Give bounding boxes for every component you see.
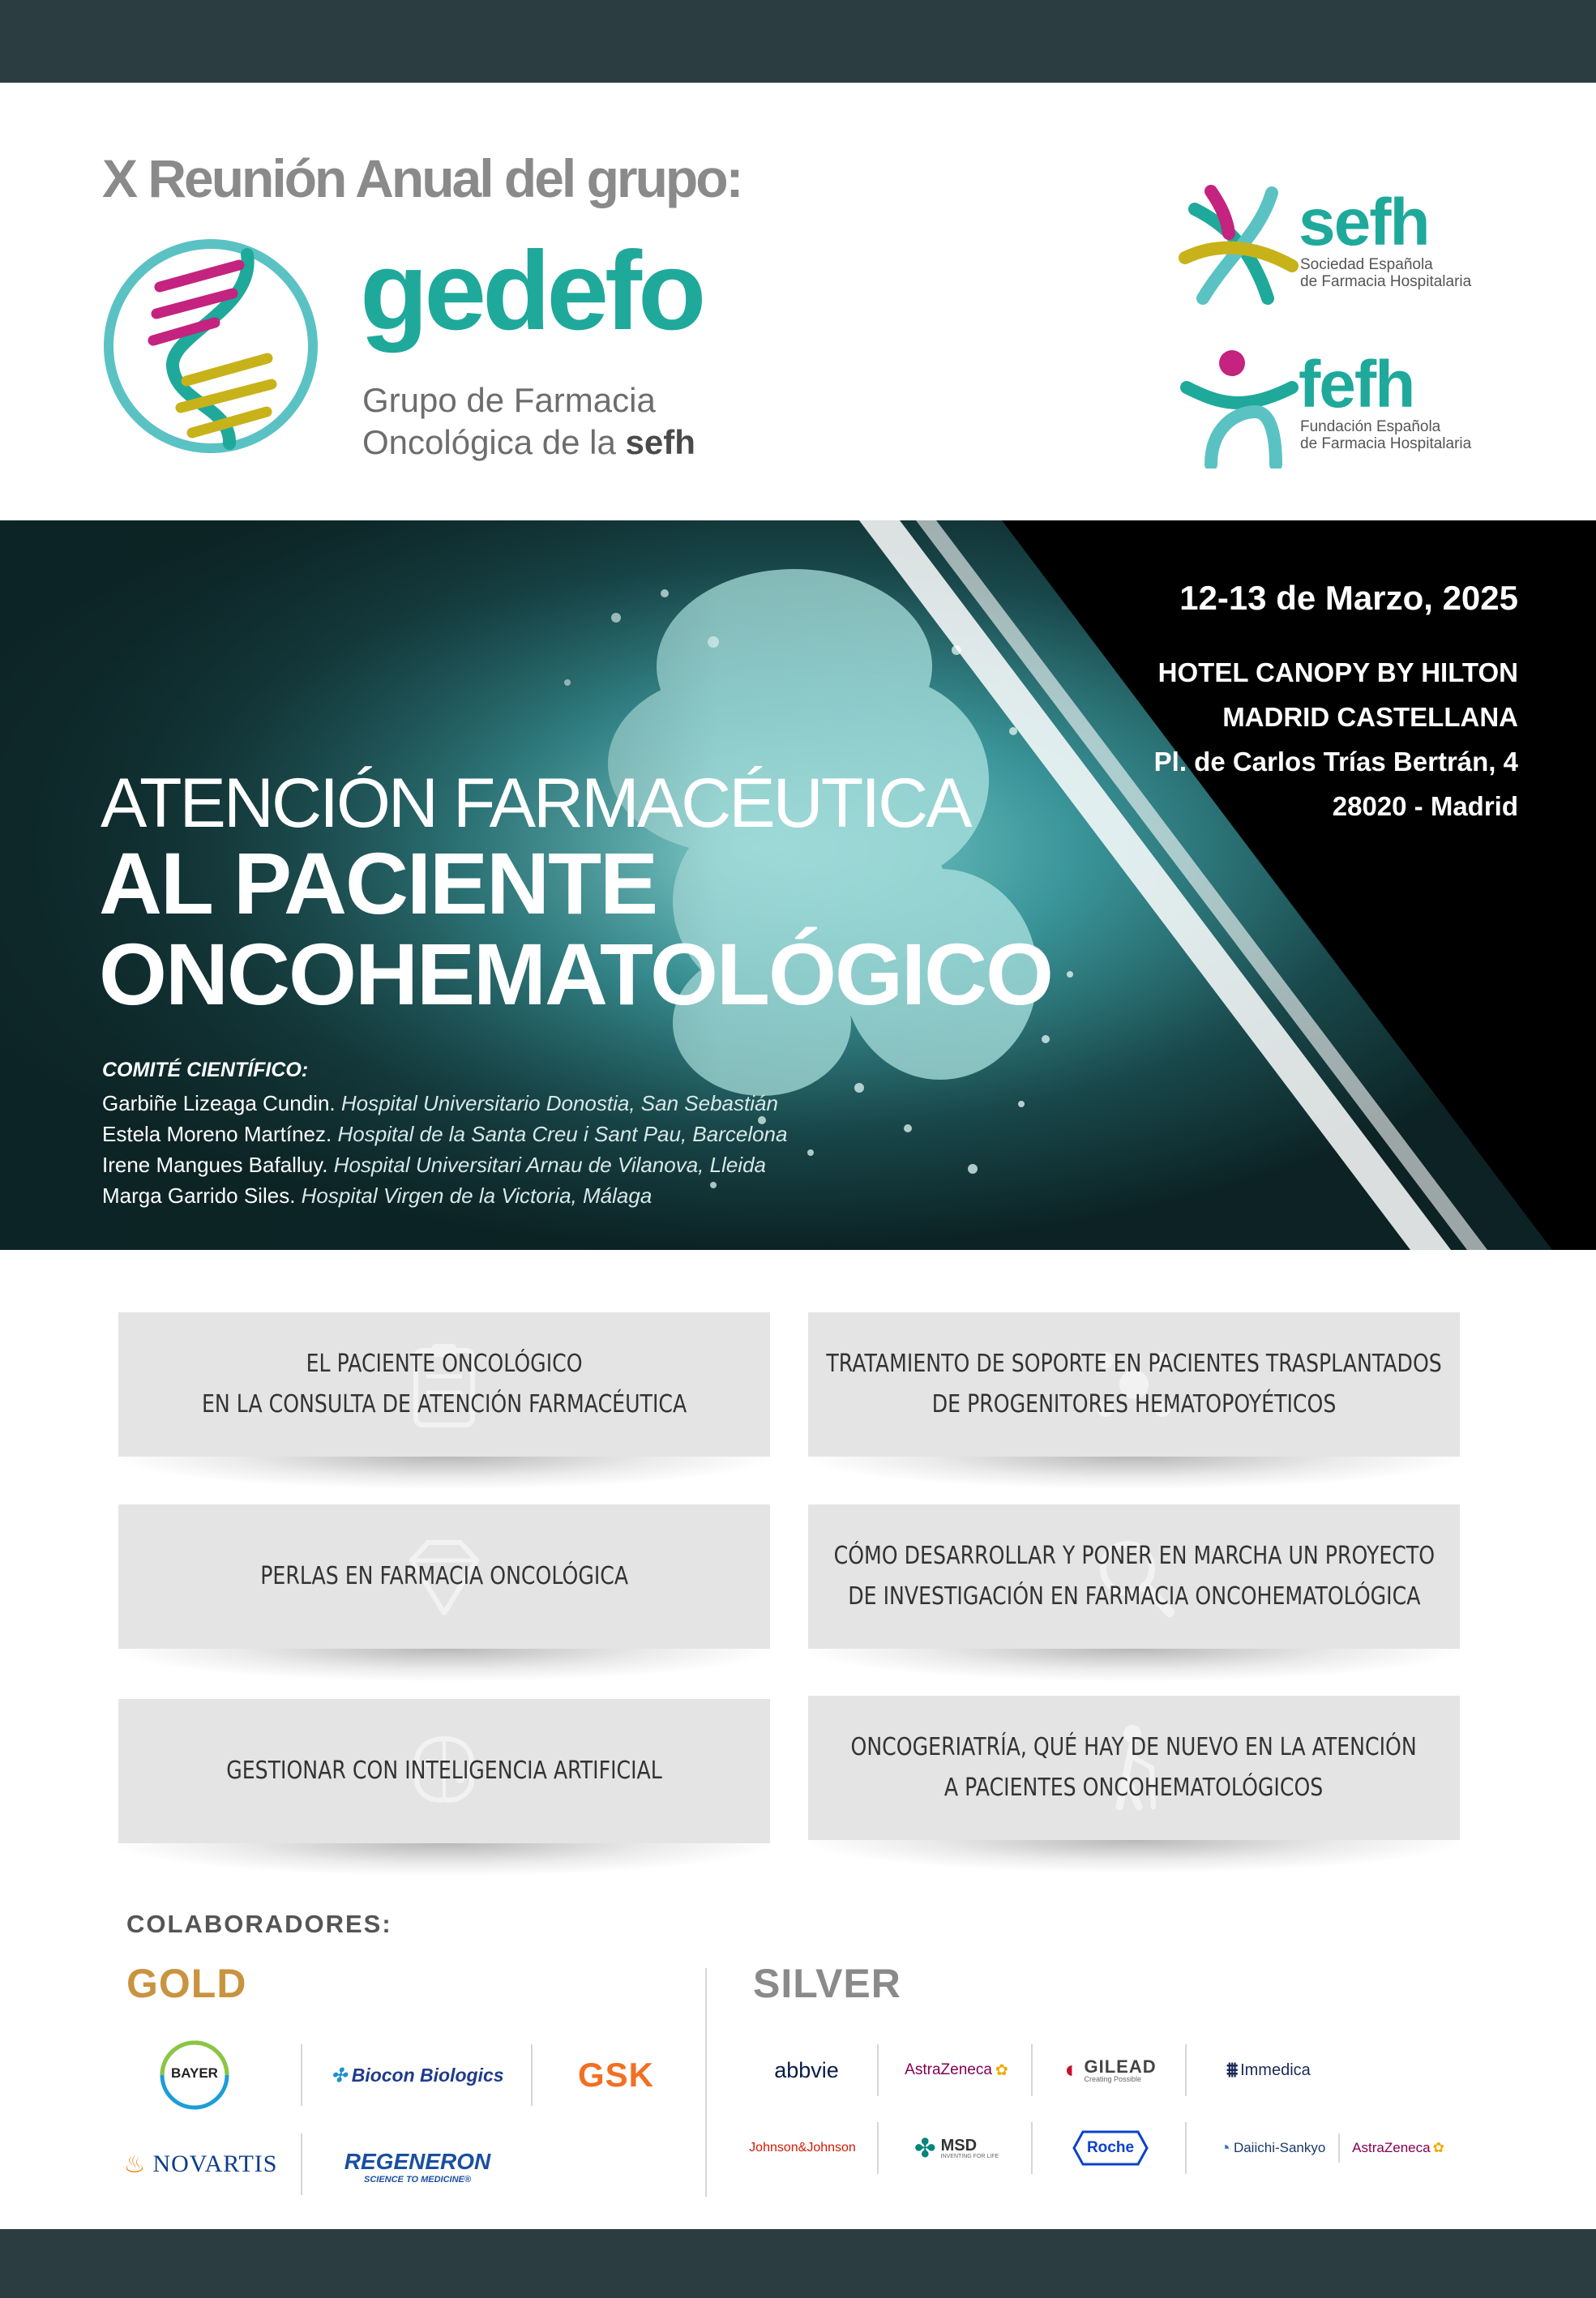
topic-text bbox=[833, 1536, 1434, 1617]
bayer-logo bbox=[154, 2035, 235, 2116]
topic-text bbox=[851, 1727, 1417, 1808]
committee-member bbox=[102, 1180, 787, 1211]
topic-card-4 bbox=[808, 1504, 1460, 1649]
novartis-logo bbox=[113, 2140, 288, 2189]
gilead-mark-icon: ◐ bbox=[1064, 2056, 1080, 2083]
banner-title-line1: ATENCIÓN FARMACÉUTICA bbox=[101, 764, 970, 842]
biocon-wordmark: Biocon Biologics bbox=[351, 2064, 504, 2086]
gilead-logo bbox=[1046, 2044, 1175, 2096]
astrazeneca-wordmark: AstraZeneca bbox=[1352, 2140, 1431, 2155]
fefh-figure-icon bbox=[1179, 347, 1300, 469]
topic-card-5 bbox=[118, 1699, 770, 1843]
logo-divider bbox=[877, 2044, 879, 2096]
logo-divider bbox=[1185, 2044, 1187, 2096]
immedica-mark-icon: ⩩ bbox=[1226, 2057, 1239, 2082]
regeneron-logo bbox=[320, 2138, 515, 2195]
logo-divider bbox=[1031, 2122, 1033, 2174]
topic-text bbox=[260, 1556, 628, 1597]
biocon-mark-icon: ✣ bbox=[331, 2064, 347, 2086]
card-shadow bbox=[808, 1840, 1460, 1872]
logo-divider bbox=[1185, 2122, 1187, 2174]
logo-divider bbox=[531, 2044, 533, 2106]
novartis-wordmark: NOVARTIS bbox=[152, 2150, 278, 2177]
gsk-logo bbox=[559, 2051, 673, 2099]
topic-line1: GESTIONAR CON INTELIGENCIA ARTIFICIAL bbox=[226, 1757, 662, 1785]
member-hospital: Hospital Universitario Donostia, San Sebastián bbox=[340, 1091, 778, 1115]
topic-text bbox=[826, 1344, 1441, 1425]
gedefo-subtitle-sefh: sefh bbox=[625, 423, 695, 461]
top-bar bbox=[0, 0, 1596, 83]
topic-line1: TRATAMIENTO DE SOPORTE EN PACIENTES TRASPLANTADOS bbox=[826, 1350, 1442, 1378]
card-shadow bbox=[808, 1457, 1460, 1489]
venue-line4: 28020 - Madrid bbox=[1332, 791, 1518, 821]
astrazeneca-logo-2 bbox=[1346, 2122, 1451, 2174]
novartis-flame-icon: ♨ bbox=[123, 2150, 147, 2178]
regeneron-tagline: SCIENCE TO MEDICINE® bbox=[364, 2175, 471, 2185]
event-date: 12-13 de Marzo, 2025 bbox=[1179, 579, 1518, 617]
venue-line2: MADRID CASTELLANA bbox=[1222, 702, 1518, 732]
collaborators-label: COLABORADORES: bbox=[126, 1910, 392, 1938]
johnson-logo bbox=[734, 2122, 871, 2174]
roche-wordmark: Roche bbox=[1086, 2139, 1135, 2156]
fefh-desc-line1: Fundación Española bbox=[1300, 418, 1441, 435]
daiichi-mark-icon: ◔ bbox=[1219, 2138, 1230, 2158]
msd-mark-icon: ✤ bbox=[914, 2133, 936, 2163]
gilead-tagline: Creating Possible bbox=[1084, 2074, 1142, 2083]
topic-line1: PERLAS EN FARMACIA ONCOLÓGICA bbox=[260, 1562, 628, 1590]
topic-text bbox=[226, 1751, 662, 1791]
gedefo-subtitle bbox=[362, 379, 695, 464]
member-name: Marga Garrido Siles. bbox=[102, 1183, 296, 1208]
topic-card-3 bbox=[118, 1504, 770, 1649]
gsk-wordmark: GSK bbox=[577, 2056, 654, 2094]
bayer-wordmark: BAYER bbox=[171, 2065, 218, 2081]
gold-tier-label: GOLD bbox=[126, 1961, 247, 2006]
logo-divider bbox=[877, 2122, 879, 2174]
card-shadow bbox=[118, 1843, 770, 1876]
daiichi-wordmark: Daiichi-Sankyo bbox=[1233, 2140, 1326, 2155]
banner-title-line2: AL PACIENTE bbox=[99, 834, 657, 932]
daiichi-logo bbox=[1208, 2122, 1337, 2174]
card-shadow bbox=[808, 1649, 1460, 1681]
biocon-logo bbox=[320, 2051, 515, 2099]
topic-line2: A PACIENTES ONCOHEMATOLÓGICOS bbox=[944, 1774, 1324, 1802]
gilead-wordmark: GILEAD bbox=[1084, 2056, 1157, 2077]
logo-divider bbox=[1031, 2044, 1033, 2096]
logo-divider bbox=[301, 2044, 302, 2106]
msd-wordmark: MSD bbox=[940, 2136, 978, 2155]
roche-logo bbox=[1070, 2129, 1151, 2167]
fefh-name: fefh bbox=[1299, 348, 1414, 422]
event-venue bbox=[1154, 650, 1518, 828]
committee-label: COMITÉ CIENTÍFICO: bbox=[102, 1059, 309, 1081]
immedica-wordmark: Immedica bbox=[1240, 2060, 1311, 2079]
banner-title-main bbox=[99, 834, 1052, 1023]
astrazeneca-logo bbox=[892, 2044, 1021, 2096]
gedefo-dna-logo bbox=[101, 237, 320, 456]
gedefo-subtitle-line2: Oncológica de la bbox=[362, 423, 616, 461]
hero-banner bbox=[0, 520, 1596, 1250]
member-name: Estela Moreno Martínez. bbox=[102, 1122, 332, 1146]
member-hospital: Hospital Universitari Arnau de Vilanova, Lleida bbox=[333, 1153, 766, 1177]
member-name: Garbiñe Lizeaga Cundin. bbox=[102, 1091, 336, 1115]
topic-card-6 bbox=[808, 1696, 1460, 1840]
sefh-description bbox=[1300, 256, 1471, 290]
topic-line2: DE INVESTIGACIÓN EN FARMACIA ONCOHEMATOLÓGICA bbox=[847, 1582, 1421, 1611]
fefh-logo bbox=[1179, 347, 1487, 469]
abbvie-logo bbox=[746, 2044, 867, 2096]
card-shadow bbox=[118, 1457, 770, 1489]
regeneron-wordmark: REGENERON bbox=[344, 2149, 491, 2174]
topic-card-1 bbox=[118, 1312, 770, 1457]
sefh-figure-icon bbox=[1179, 185, 1300, 306]
topic-line1: CÓMO DESARROLLAR Y PONER EN MARCHA UN PROYECTO bbox=[833, 1542, 1435, 1570]
topic-card-2 bbox=[808, 1312, 1460, 1457]
sefh-name: sefh bbox=[1299, 186, 1429, 259]
astrazeneca-swirl-icon: ✿ bbox=[995, 2061, 1008, 2079]
banner-title-line3: ONCOHEMATOLÓGICO bbox=[99, 925, 1052, 1023]
topic-line1: EL PACIENTE ONCOLÓGICO bbox=[306, 1350, 583, 1378]
silver-tier-label: SILVER bbox=[753, 1961, 901, 2006]
fefh-description bbox=[1300, 418, 1471, 452]
committee-list bbox=[102, 1088, 787, 1211]
bottom-bar bbox=[0, 2229, 1596, 2298]
topic-line2: EN LA CONSULTA DE ATENCIÓN FARMACÉUTICA bbox=[201, 1390, 687, 1419]
logo-divider bbox=[301, 2133, 302, 2195]
sefh-logo bbox=[1179, 185, 1487, 306]
astrazeneca-wordmark: AstraZeneca bbox=[905, 2061, 992, 2078]
member-hospital: Hospital Virgen de la Victoria, Málaga bbox=[301, 1183, 653, 1208]
gedefo-subtitle-line1: Grupo de Farmacia bbox=[362, 381, 656, 419]
member-name: Irene Mangues Bafalluy. bbox=[102, 1153, 328, 1177]
sefh-desc-line1: Sociedad Española bbox=[1300, 256, 1433, 273]
committee-member bbox=[102, 1149, 787, 1180]
gedefo-name: gedefo bbox=[360, 229, 703, 353]
card-shadow bbox=[118, 1649, 770, 1681]
msd-logo bbox=[892, 2122, 1021, 2174]
topic-line1: ONCOGERIATRÍA, QUÉ HAY DE NUEVO EN LA ATENCIÓN bbox=[850, 1733, 1418, 1761]
abbvie-wordmark: abbvie bbox=[774, 2057, 839, 2082]
tier-divider bbox=[705, 1968, 707, 2197]
topic-line2: DE PROGENITORES HEMATOPOYÉTICOS bbox=[931, 1390, 1337, 1419]
msd-tagline: INVENTING FOR LIFE bbox=[940, 2153, 999, 2159]
johnson-wordmark: Johnson&Johnson bbox=[749, 2141, 856, 2155]
venue-line1: HOTEL CANOPY BY HILTON bbox=[1157, 657, 1518, 687]
committee-member bbox=[102, 1088, 787, 1119]
sefh-desc-line2: de Farmacia Hospitalaria bbox=[1300, 273, 1472, 290]
member-hospital: Hospital de la Santa Creu i Sant Pau, Barcelona bbox=[337, 1122, 788, 1146]
committee-member bbox=[102, 1119, 787, 1149]
reunion-title: X Reunión Anual del grupo: bbox=[102, 148, 742, 208]
venue-line3: Pl. de Carlos Trías Bertrán, 4 bbox=[1153, 747, 1518, 777]
topic-text bbox=[202, 1344, 687, 1425]
immedica-logo bbox=[1200, 2044, 1337, 2096]
fefh-desc-line2: de Farmacia Hospitalaria bbox=[1300, 435, 1472, 452]
logo-divider bbox=[1338, 2133, 1340, 2163]
astrazeneca-swirl-icon: ✿ bbox=[1432, 2140, 1444, 2155]
